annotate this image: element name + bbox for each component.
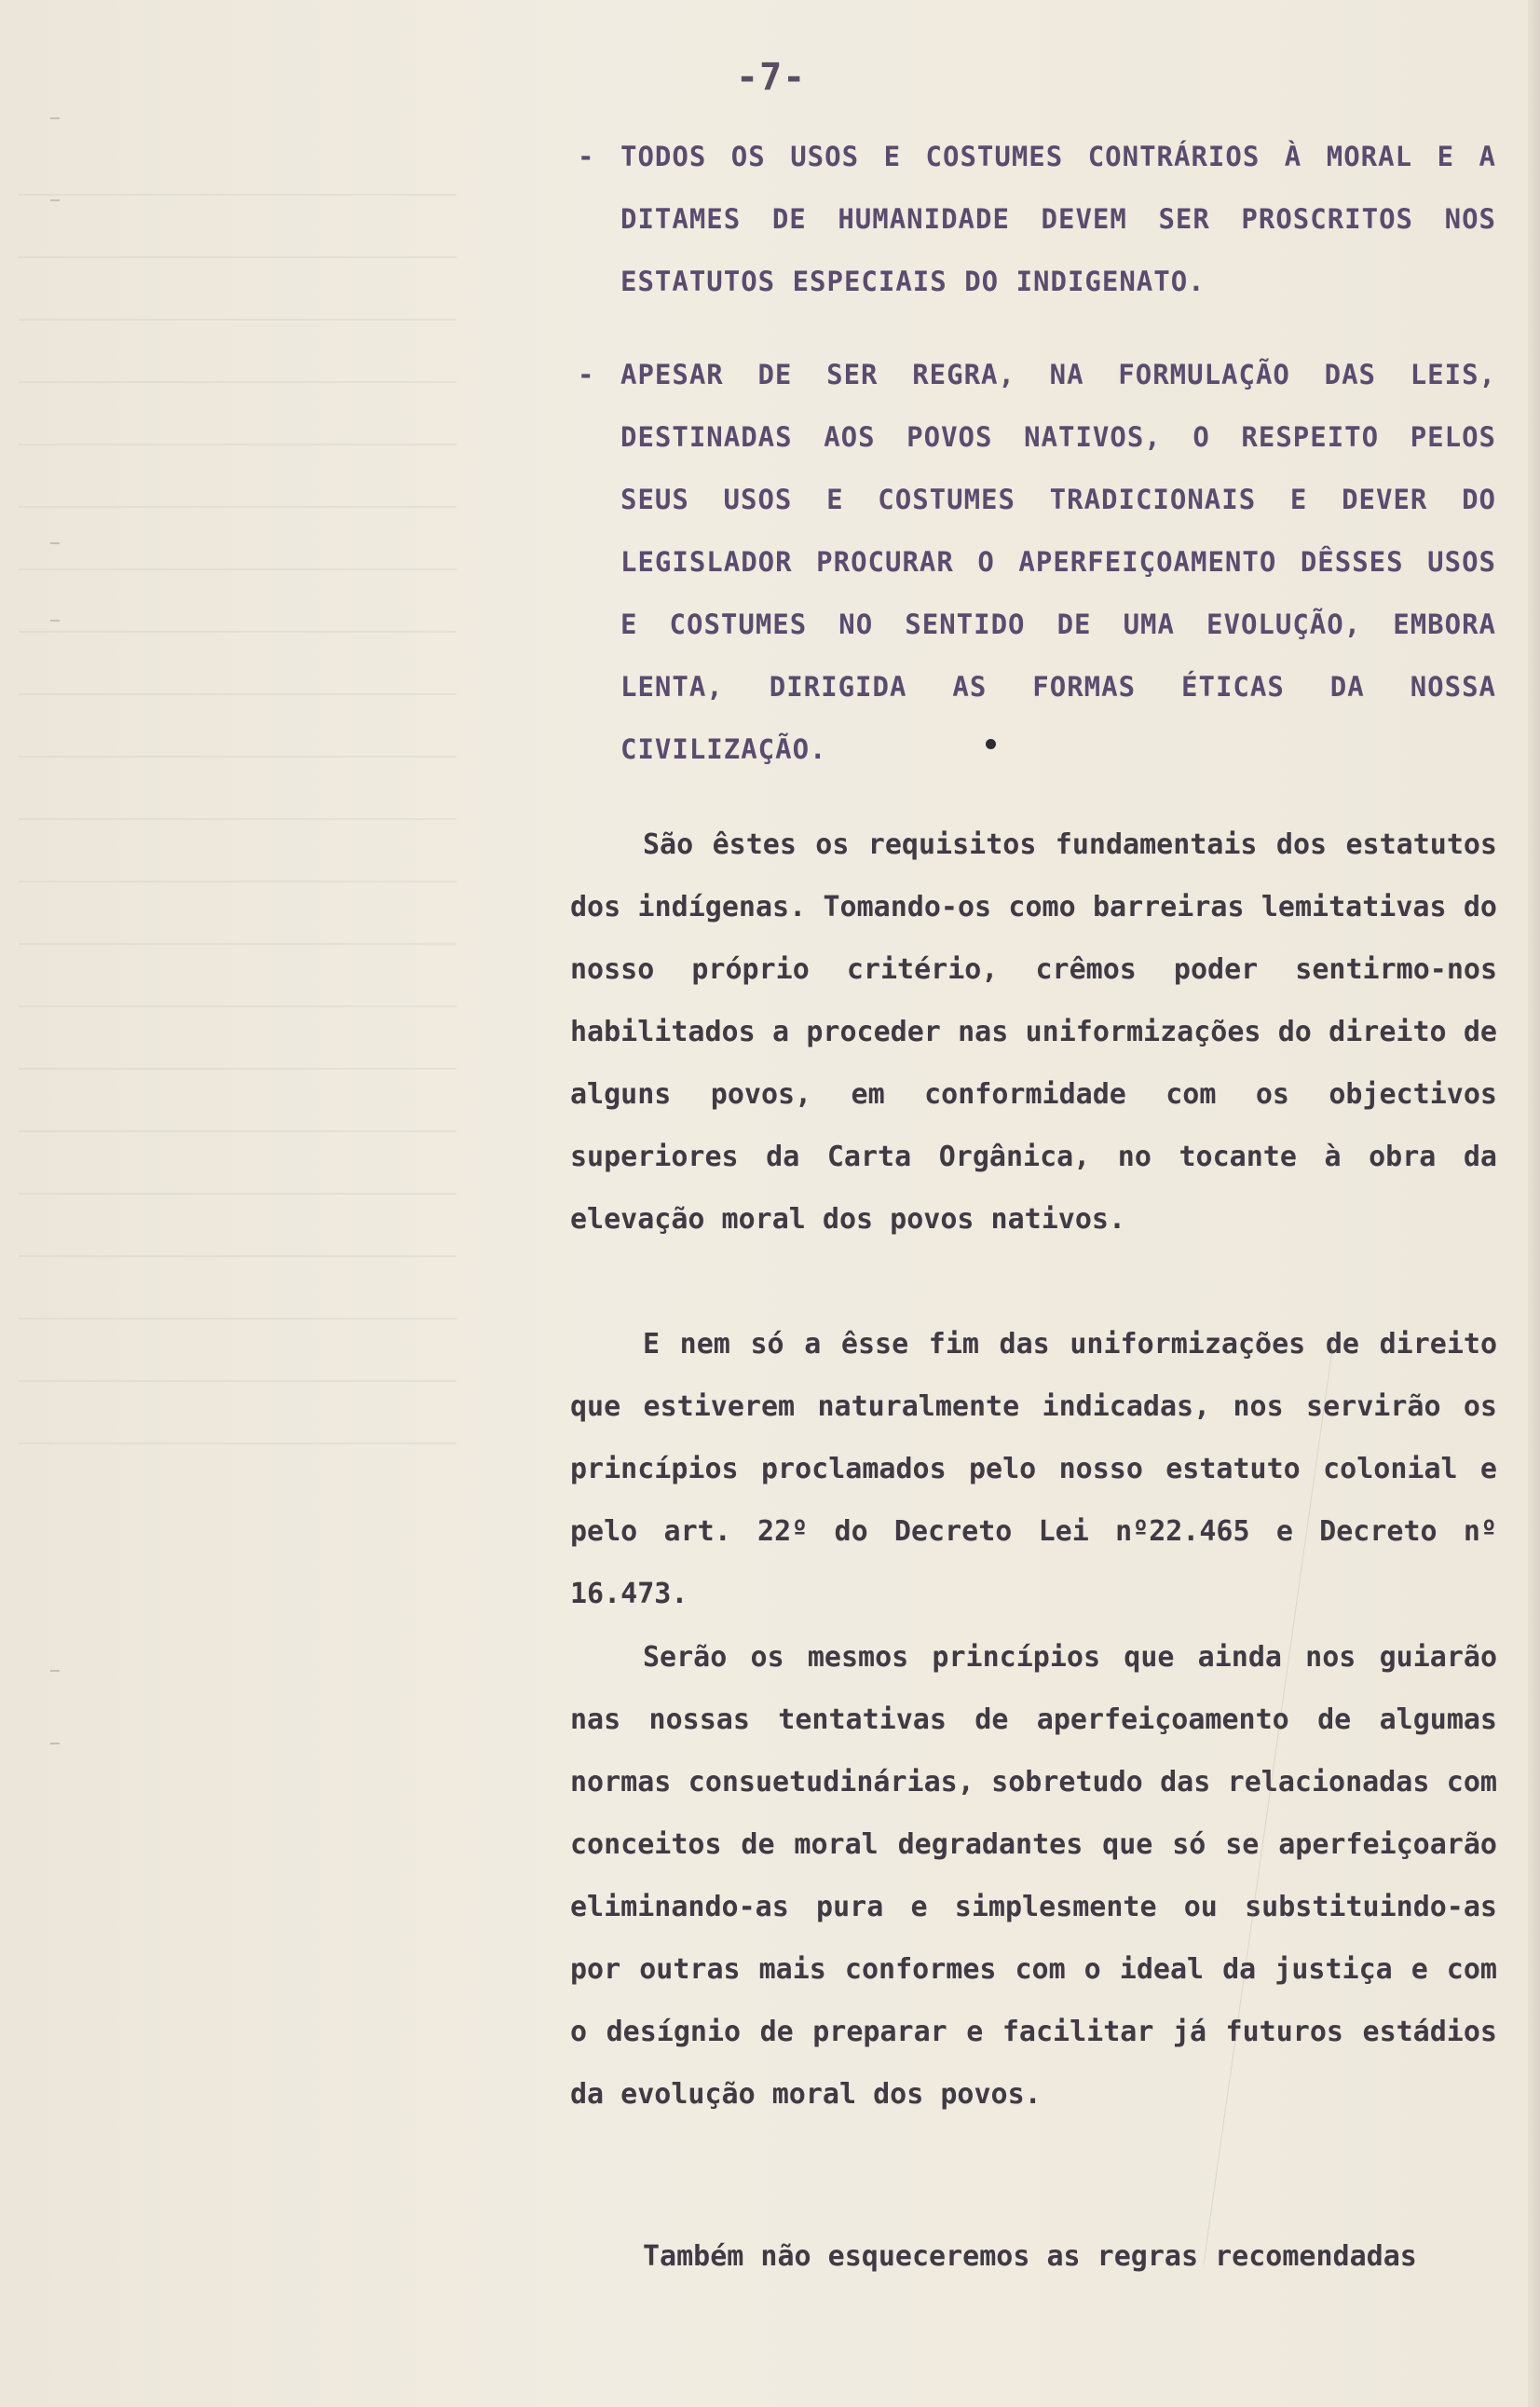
bullet-text: APESAR DE SER REGRA, NA FORMULAÇÃO DAS LEIS, DESTINADAS AOS POVOS NATIVOS, O RESPEITO PELOS SEUS USOS E COSTUMES TRADICIONAIS E DEVER DO LEGISLADOR PROCURAR O APERFEIÇOAMENTO DÊSSES USOS E COSTUMES NO SENTIDO DE UMA EVOLUÇÃO, EMBORA LENTA, DIRIGIDA AS FORMAS ÉTICAS DA NOSSA CIVILIZAÇÃO. [620, 359, 1496, 765]
bullet-dash: - [578, 359, 594, 390]
ink-dot [986, 739, 996, 749]
bullet-dash: - [578, 141, 594, 172]
margin-mark [50, 620, 60, 622]
bullet-text: TODOS OS USOS E COSTUMES CONTRÁRIOS À MORAL E A DITAMES DE HUMANIDADE DEVEM SER PROSCRITOS NOS ESTATUTOS ESPECIAIS DO INDIGENATO. [620, 141, 1496, 297]
page-edge [1528, 0, 1540, 2407]
paragraph: Também não esqueceremos as regras recomendadas [643, 2240, 1417, 2273]
paragraph: São êstes os requisitos fundamentais dos estatutos dos indígenas. Tomando-os como barreiras lemitativas do nosso próprio critério, crêmos poder sentirmo-nos habilitados a proceder nas uniformizações do direito de alguns povos, em conformidade com os objectivos superiores da Carta Orgânica, no tocante à obra da elevação moral dos povos nativos. [570, 828, 1497, 1236]
page-number: -7- [736, 56, 807, 99]
margin-mark [50, 1670, 60, 1672]
margin-mark [50, 117, 60, 119]
margin-mark [50, 199, 60, 201]
paragraph: Serão os mesmos princípios que ainda nos guiarão nas nossas tentativas de aperfeiçoamento de algumas normas consuetudinárias, sobretudo das relacionadas com conceitos de moral degradantes que só se aperfeiçoarão eliminando-as pura e simplesmente ou substituindo-as por outras mais conformes com o ideal da justiça e com o desígnio de preparar e facilitar já futuros estádios da evolução moral dos povos. [570, 1641, 1497, 2111]
margin-mark [50, 1743, 60, 1744]
bleed-through-texture [19, 140, 457, 1444]
margin-mark [50, 542, 60, 544]
paragraph: E nem só a êsse fim das uniformizações de direito que estiverem naturalmente indicadas, nos servirão os princípios proclamados pelo nosso estatuto colonial e pelo art. 22º do Decreto Lei nº22.465 e Decreto nº 16.473. [570, 1328, 1497, 1610]
